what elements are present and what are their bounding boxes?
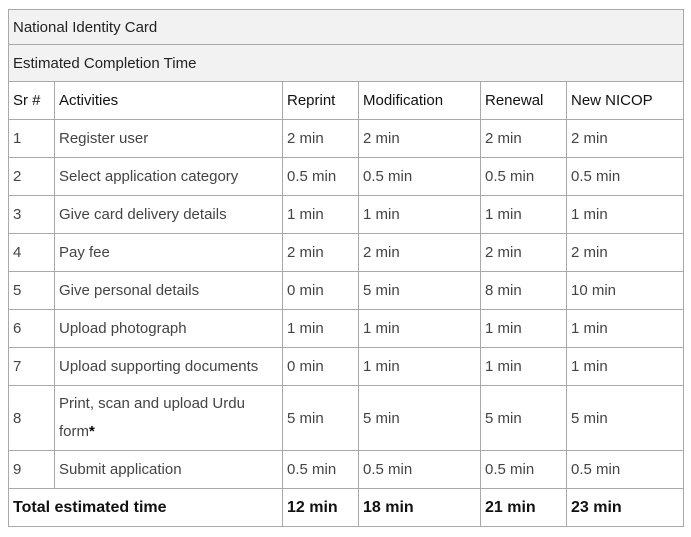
nicop-cell: 1 min [567,348,684,386]
reprint-cell: 0 min [283,272,359,310]
total-modification: 18 min [359,489,481,527]
renewal-cell: 5 min [481,386,567,451]
reprint-cell: 2 min [283,120,359,158]
table-row [9,310,684,348]
reprint-cell: 2 min [283,234,359,272]
reprint-cell: 0.5 min [283,451,359,489]
activity-cell [55,386,283,451]
nicop-cell: 1 min [567,196,684,234]
table-row [9,451,684,489]
table-row [9,196,684,234]
sr-cell: 7 [9,348,55,386]
modification-cell: 1 min [359,196,481,234]
table-row [9,272,684,310]
header-row [9,82,684,120]
activity-cell: Upload supporting documents [55,348,283,386]
reprint-cell: 5 min [283,386,359,451]
modification-cell: 2 min [359,120,481,158]
total-renewal: 21 min [481,489,567,527]
nicop-cell: 0.5 min [567,158,684,196]
reprint-cell: 1 min [283,310,359,348]
total-reprint: 12 min [283,489,359,527]
renewal-cell: 0.5 min [481,451,567,489]
table-row [9,386,684,451]
activity-cell: Give card delivery details [55,196,283,234]
column-header-new-nicop: New NICOP [567,82,684,120]
table-title: National Identity Card [9,10,684,45]
column-header-modification: Modification [359,82,481,120]
modification-cell: 5 min [359,386,481,451]
sr-cell: 1 [9,120,55,158]
activity-cell: Submit application [55,451,283,489]
nicop-cell: 2 min [567,234,684,272]
footnote-mark: * [89,423,95,440]
total-label: Total estimated time [9,489,283,527]
sr-cell: 2 [9,158,55,196]
sr-cell: 9 [9,451,55,489]
renewal-cell: 1 min [481,348,567,386]
nicop-cell: 0.5 min [567,451,684,489]
table-subtitle: Estimated Completion Time [9,45,684,82]
renewal-cell: 1 min [481,310,567,348]
sr-cell: 8 [9,386,55,451]
modification-cell: 2 min [359,234,481,272]
reprint-cell: 1 min [283,196,359,234]
renewal-cell: 0.5 min [481,158,567,196]
column-header-sr: Sr # [9,82,55,120]
nicop-cell: 10 min [567,272,684,310]
activity-text: Print, scan and upload Urdu form [59,395,245,440]
renewal-cell: 8 min [481,272,567,310]
table-row [9,120,684,158]
column-header-renewal: Renewal [481,82,567,120]
activity-cell: Give personal details [55,272,283,310]
modification-cell: 1 min [359,348,481,386]
modification-cell: 0.5 min [359,451,481,489]
total-nicop: 23 min [567,489,684,527]
modification-cell: 0.5 min [359,158,481,196]
sr-cell: 4 [9,234,55,272]
sr-cell: 6 [9,310,55,348]
renewal-cell: 2 min [481,120,567,158]
table-row [9,234,684,272]
table-row [9,158,684,196]
column-header-reprint: Reprint [283,82,359,120]
modification-cell: 5 min [359,272,481,310]
sr-cell: 5 [9,272,55,310]
nicop-cell: 1 min [567,310,684,348]
activity-cell: Register user [55,120,283,158]
reprint-cell: 0.5 min [283,158,359,196]
renewal-cell: 1 min [481,196,567,234]
table-row [9,348,684,386]
nicop-cell: 5 min [567,386,684,451]
activity-cell: Upload photograph [55,310,283,348]
activity-cell: Pay fee [55,234,283,272]
total-row [9,489,684,527]
completion-time-table [8,9,684,527]
modification-cell: 1 min [359,310,481,348]
nicop-cell: 2 min [567,120,684,158]
activity-cell: Select application category [55,158,283,196]
renewal-cell: 2 min [481,234,567,272]
reprint-cell: 0 min [283,348,359,386]
sr-cell: 3 [9,196,55,234]
column-header-activities: Activities [55,82,283,120]
